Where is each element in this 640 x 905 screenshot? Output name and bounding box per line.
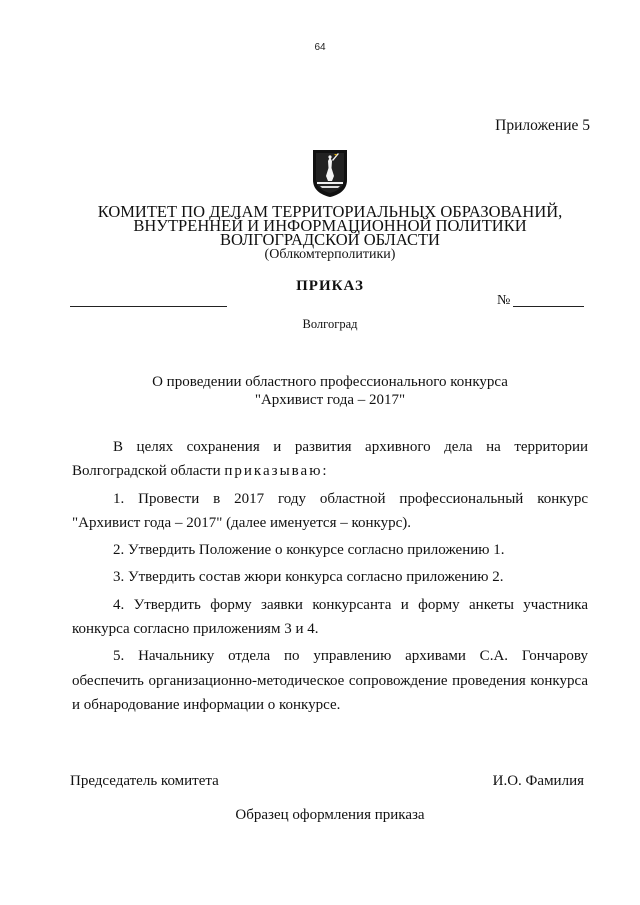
org-name-line1: КОМИТЕТ ПО ДЕЛАМ ТЕРРИТОРИАЛЬНЫХ ОБРАЗОВАНИЙ, <box>97 202 563 221</box>
subject-line1: О проведении областного профессионального конкурса <box>152 374 508 390</box>
order-body <box>72 435 588 717</box>
org-short-name: (Облкомтерполитики) <box>264 247 396 262</box>
appendix-label: Приложение 5 <box>495 117 590 134</box>
subject-line2: "Архивист года – 2017" <box>254 392 406 408</box>
page-number: 64 <box>314 42 326 53</box>
order-item: 4. Утвердить форму заявки конкурсанта и форму анкеты участника конкурса согласно приложениям 3 и 4. <box>72 596 588 638</box>
order-number-underline <box>513 306 584 307</box>
intro-text: В целях сохранения и развития архивного дела на территории Волгоградской области <box>72 439 588 480</box>
order-number-label: № <box>497 293 511 308</box>
order-command: приказываю: <box>224 463 329 480</box>
order-item: 3. Утвердить состав жюри конкурса согласно приложению 2. <box>113 569 504 586</box>
signatory-position: Председатель комитета <box>70 773 219 789</box>
document-title: ПРИКАЗ <box>296 278 364 294</box>
signatory-name: И.О. Фамилия <box>492 773 584 789</box>
page-caption: Образец оформления приказа <box>235 807 425 823</box>
order-item: 2. Утвердить Положение о конкурсе согласно приложению 1. <box>113 542 505 559</box>
org-name-line2: ВНУТРЕННЕЙ И ИНФОРМАЦИОННОЙ ПОЛИТИКИ <box>133 216 527 235</box>
order-item: 1. Провести в 2017 году областной профессиональный конкурс "Архивист года – 2017" (далее именуется – конкурс). <box>72 490 588 531</box>
date-underline <box>70 306 227 307</box>
city-name: Волгоград <box>302 317 358 331</box>
org-name-line3: ВОЛГОГРАДСКОЙ ОБЛАСТИ <box>220 230 440 249</box>
coat-of-arms-emblem <box>311 148 349 198</box>
order-item: 5. Начальнику отдела по управлению архивами С.А. Гончарову обеспечить организационно-методическое сопровождение проведения конкурса и обнародование информации о конкурсе. <box>72 648 588 713</box>
intro-paragraph <box>72 435 588 484</box>
